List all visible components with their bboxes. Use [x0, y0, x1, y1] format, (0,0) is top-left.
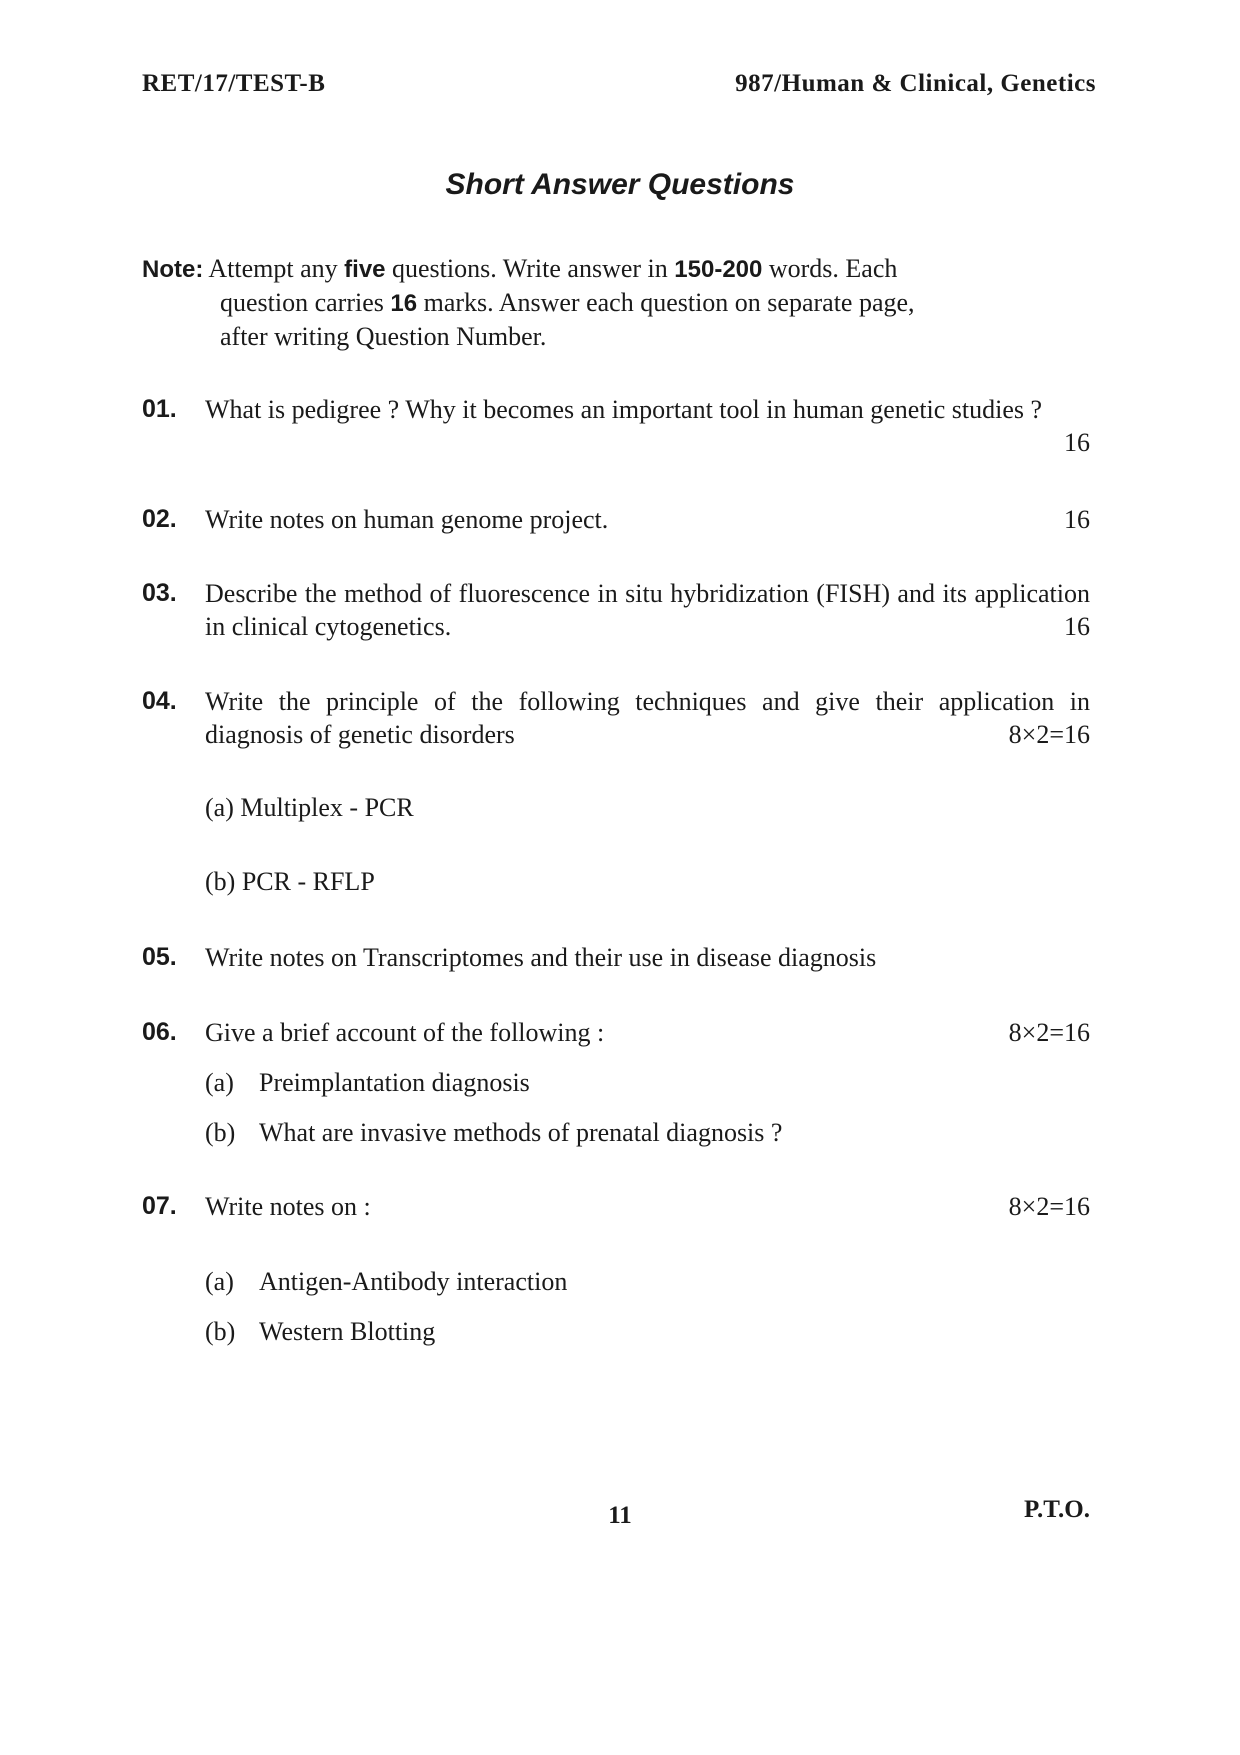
- page-title: Short Answer Questions: [445, 168, 795, 201]
- sub-question-b: [205, 865, 375, 898]
- note-marks: 16: [390, 290, 418, 317]
- sub-text: Antigen-Antibody interaction: [259, 1267, 568, 1296]
- note-word-count: 150-200: [674, 256, 763, 283]
- sub-text: Preimplantation diagnosis: [259, 1068, 530, 1097]
- sub-question-b: [205, 1116, 782, 1149]
- sub-label: (a): [205, 1267, 234, 1296]
- question-marks: 16: [1064, 505, 1090, 534]
- question-text: Write notes on human genome project.: [205, 505, 609, 534]
- sub-text: What are invasive methods of prenatal diagnosis ?: [259, 1118, 783, 1147]
- question-number: 05.: [142, 943, 177, 971]
- question-marks: 8×2=16: [1008, 720, 1090, 749]
- question-text: Write the principle of the following techniques and give their application in diagnosis of genetic disorders: [205, 687, 1090, 749]
- sub-text: PCR - RFLP: [241, 867, 375, 896]
- question-text: Describe the method of fluorescence in situ hybridization (FISH) and its application in clinical cytogenetics.: [205, 579, 1090, 641]
- sub-label: (b): [205, 1118, 236, 1147]
- question-number: 04.: [142, 687, 177, 715]
- sub-label: (b): [205, 867, 236, 896]
- question-text: Give a brief account of the following :: [205, 1018, 605, 1047]
- please-turn-over: P.T.O.: [1024, 1496, 1090, 1523]
- note-text-2: questions. Write answer in: [385, 254, 675, 283]
- sub-text: Western Blotting: [259, 1317, 436, 1346]
- note-text-1: Attempt any: [203, 254, 345, 283]
- question-text: What is pedigree ? Why it becomes an important tool in human genetic studies ?: [205, 395, 1043, 424]
- header-exam-code: RET/17/TEST-B: [142, 70, 326, 97]
- question-text: Write notes on Transcriptomes and their use in disease diagnosis: [205, 943, 877, 972]
- question-marks: 8×2=16: [1008, 1018, 1090, 1047]
- question-text: Write notes on :: [205, 1192, 371, 1221]
- question-number: 01.: [142, 395, 177, 423]
- sub-question-a: [205, 1066, 530, 1099]
- note-text-6: after writing Question Number.: [220, 322, 547, 351]
- note-text-5: marks. Answer each question on separate page,: [417, 288, 915, 317]
- sub-label: (a): [205, 1068, 234, 1097]
- sub-question-a: [205, 1265, 567, 1298]
- note-label: Note:: [142, 256, 204, 283]
- question-marks: 16: [1064, 428, 1090, 457]
- question-marks: 16: [1064, 612, 1090, 641]
- question-number: 02.: [142, 505, 177, 533]
- sub-text: Multiplex - PCR: [240, 793, 414, 822]
- note-text-3: words. Each: [762, 254, 898, 283]
- question-marks: 8×2=16: [1008, 1192, 1090, 1221]
- sub-label: (a): [205, 793, 234, 822]
- instructions-note: [142, 252, 1102, 353]
- question-number: 06.: [142, 1018, 177, 1046]
- sub-question-b: [205, 1315, 435, 1348]
- note-five: five: [344, 256, 386, 283]
- question-number: 03.: [142, 579, 177, 607]
- page-number: 11: [608, 1502, 632, 1529]
- note-text-4: question carries: [220, 288, 391, 317]
- header-subject: 987/Human & Clinical, Genetics: [735, 70, 1096, 97]
- sub-label: (b): [205, 1317, 236, 1346]
- sub-question-a: [205, 791, 414, 824]
- question-number: 07.: [142, 1192, 177, 1220]
